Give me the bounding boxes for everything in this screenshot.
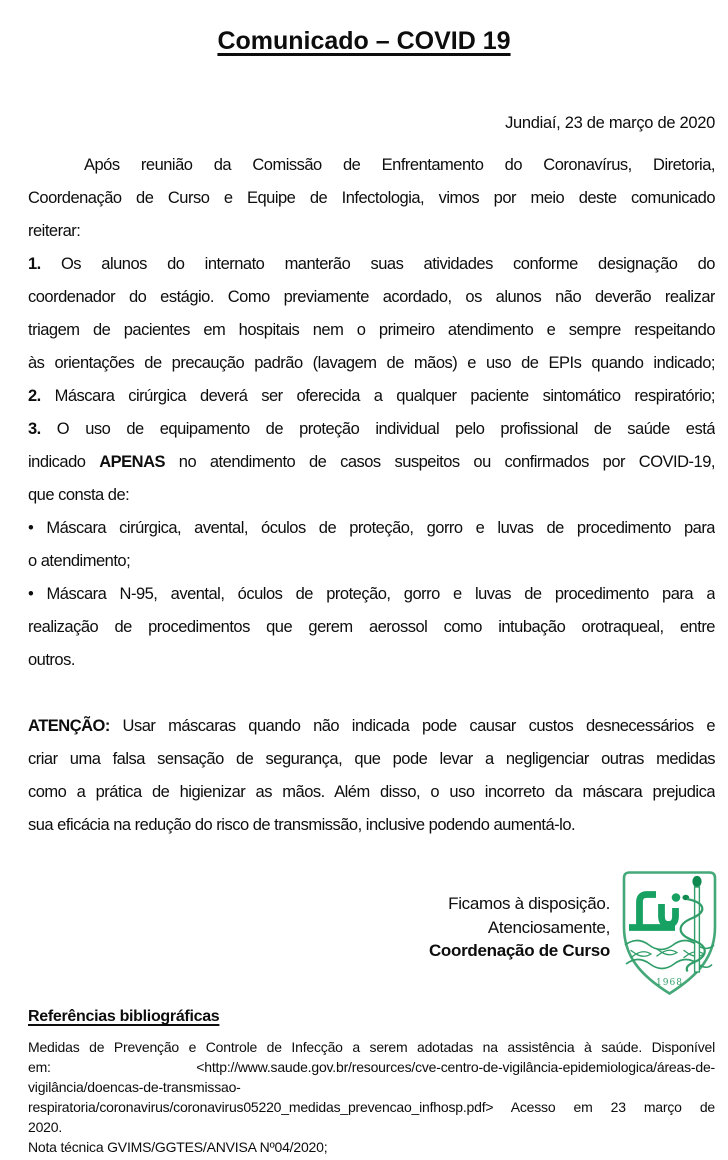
text-line: indicado APENAS no atendimento de casos suspeitos ou confirmados por COVID-19, <box>28 453 715 471</box>
date-line: Jundiaí, 23 de março de 2020 <box>505 114 715 132</box>
text-line: coordenador do estágio. Como previamente acordado, os alunos não deverão realizar <box>28 288 715 306</box>
text-line: como a prática de higienizar as mãos. Além disso, o uso incorreto da máscara prejudica <box>28 783 715 801</box>
text-line: 3. O uso de equipamento de proteção individual pelo profissional de saúde está <box>28 420 715 438</box>
shield-outline <box>624 873 715 994</box>
text-line: Coordenação de Curso e Equipe de Infectologia, vimos por meio deste comunicado <box>28 189 715 207</box>
signer-name: Coordenação de Curso <box>428 941 610 960</box>
text-line: o atendimento; <box>28 552 131 570</box>
text-line: sua eficácia na redução do risco de transmissão, inclusive podendo aumentá-lo. <box>28 816 576 834</box>
text-line: que consta de: <box>28 486 130 504</box>
page-title <box>0 27 728 56</box>
text-line: triagem de pacientes em hospitais nem o primeiro atendimento e sempre respeitando <box>28 321 715 339</box>
body-text <box>28 149 715 842</box>
founding-year-label: 1968 <box>656 978 683 988</box>
text-line: reiterar: <box>28 222 81 240</box>
references-text <box>28 1037 715 1157</box>
text-line: ATENÇÃO: Usar máscaras quando não indicada pode causar custos desnecessários e <box>28 717 715 735</box>
text-line: às orientações de precaução padrão (lavagem de mãos) e uso de EPIs quando indicado; <box>28 354 715 372</box>
blank-line <box>28 677 715 710</box>
text-line: 2020. <box>28 1119 63 1135</box>
signature-block <box>429 892 610 963</box>
text-line: Medidas de Prevenção e Controle de Infecção a serem adotadas na assistência à saúde. Disponível <box>28 1039 715 1055</box>
text-line: realização de procedimentos que gerem aerossol como intubação orotraqueal, entre <box>28 618 715 636</box>
text-line: criar uma falsa sensação de segurança, que pode levar a negligenciar outras medidas <box>28 750 715 768</box>
fmj-crest-logo <box>617 869 722 998</box>
text-line: • Máscara cirúrgica, avental, óculos de proteção, gorro e luvas de procedimento para <box>28 519 715 537</box>
references-heading: Referências bibliográficas <box>28 1008 220 1025</box>
text-line: outros. <box>28 651 75 669</box>
text-line: em: <http://www.saude.gov.br/resources/cve-centro-de-vigilância-epidemiologica/áreas-de- <box>28 1059 715 1075</box>
text-line: 2. Máscara cirúrgica deverá ser oferecida a qualquer paciente sintomático respiratório; <box>28 387 715 405</box>
page-title-text: Comunicado – COVID 19 <box>217 27 511 55</box>
text-line: vigilância/doencas-de-transmissao- <box>28 1079 241 1095</box>
text-line: 1. Os alunos do internato manterão suas atividades conforme designação do <box>28 255 715 273</box>
closing-line: Ficamos à disposição. <box>448 894 610 913</box>
text-line: Após reunião da Comissão de Enfrentamento do Coronavírus, Diretoria, <box>84 156 715 174</box>
text-line: • Máscara N-95, avental, óculos de proteção, gorro e luvas de procedimento para a <box>28 585 715 603</box>
regards-line: Atenciosamente, <box>487 917 610 937</box>
text-line: respiratoria/coronavirus/coronavirus05220_medidas_prevencao_infhosp.pdf> Acesso em 23 março de <box>28 1099 715 1115</box>
text-line: Nota técnica GVIMS/GGTES/ANVISA Nº04/2020; <box>28 1139 328 1155</box>
